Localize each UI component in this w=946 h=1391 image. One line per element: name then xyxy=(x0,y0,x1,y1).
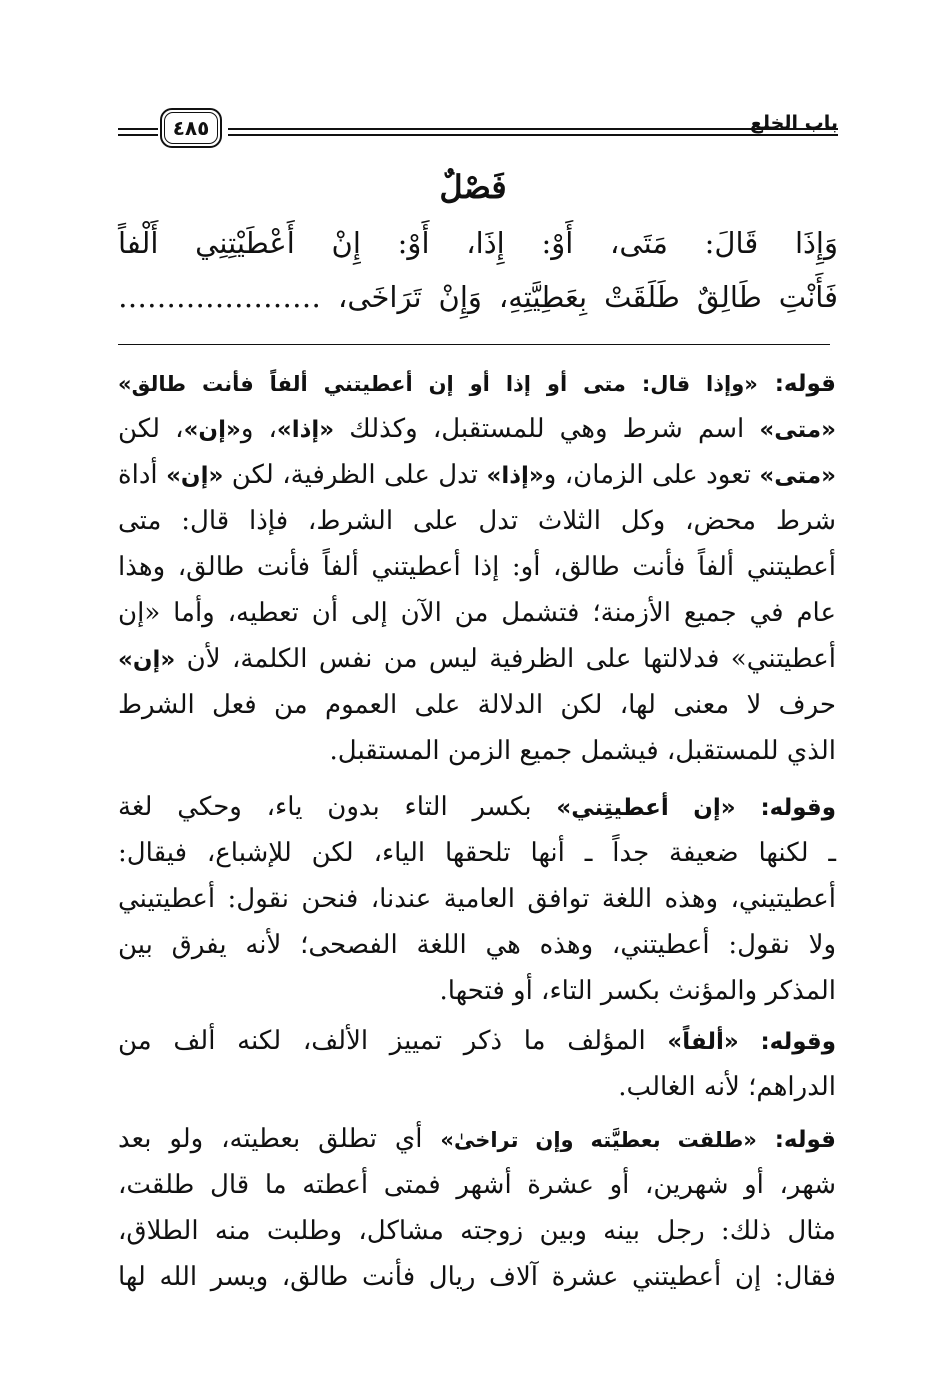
quoted-matn: «وإذا قال: متى أو إذا أو إن أعطيتني ألفاً فأنت طالق» xyxy=(118,372,758,396)
text-line: ـ لكنها ضعيفة جداً ـ أنها تلحقها الياء، لكن للإشباع، فيقال: xyxy=(118,838,836,868)
quote-label: قوله: xyxy=(774,371,836,397)
quoted-matn: «ألفاً» xyxy=(667,1029,739,1055)
text-run: اسم شرط وهي للمستقبل، وكذلك xyxy=(349,414,745,444)
quoted-matn: «طلقت بعطيَّته وإن تراخىٰ» xyxy=(440,1128,757,1152)
text-line: شهر، أو شهرين، أو عشرة أشهر فمتى أعطته ما قال طلقت، xyxy=(118,1170,836,1200)
text-line: شرط محض، وكل الثلاث تدل على الشرط، فإذا قال: متى xyxy=(118,506,836,536)
header-rule-right-top xyxy=(228,128,838,130)
text-line: حرف لا معنى لها، لكن الدلالة على العموم من فعل الشرط xyxy=(118,690,836,720)
text-line: مثال ذلك: رجل بينه وبين زوجته مشاكل، وطلبت منه الطلاق، xyxy=(118,1216,836,1246)
chapter-title: باب الخلع xyxy=(749,112,838,134)
quote-label: وقوله: xyxy=(760,1029,837,1055)
text-run: أي تطلق بعطيته، ولو بعد xyxy=(118,1124,423,1154)
text-line xyxy=(118,1116,836,1162)
text-run: تدل على الظرفية، لكن xyxy=(231,460,479,490)
bold-term: «متى» xyxy=(759,417,837,443)
text-line xyxy=(118,452,836,498)
page-number-box xyxy=(160,108,222,148)
text-run: ، و xyxy=(240,414,277,444)
matn-line-2-text: فَأَنْتِ طَالِقٌ طَلَقَتْ بِعَطِيَّتِهِ، وَإِنْ تَرَاخَى، xyxy=(337,280,839,314)
header-rule-left-top xyxy=(118,128,158,130)
matn-line-2 xyxy=(118,280,838,314)
text-run: المؤلف ما ذكر تمييز الألف، لكنه ألف من xyxy=(118,1026,646,1056)
text-run: ، لكن xyxy=(118,414,184,444)
bold-term: «إن» xyxy=(118,647,176,673)
text-line xyxy=(118,1018,836,1064)
commentary-paragraph-3 xyxy=(118,1018,836,1110)
text-line: ولا نقول: أعطيتني، وهذه هي اللغة الفصحى؛ لأنه يفرق بين xyxy=(118,930,836,960)
matn-divider xyxy=(118,344,830,345)
text-line: الذي للمستقبل، فيشمل جميع الزمن المستقبل. xyxy=(329,736,836,766)
page-header xyxy=(118,108,838,158)
text-run: بكسر التاء بدون ياء، وحكي لغة xyxy=(118,792,532,822)
text-line: أعطيتني ألفاً فأنت طالق، أو: إذا أعطيتني ألفاً فأنت طالق، وهذا xyxy=(118,552,836,582)
section-title: فَصْلٌ xyxy=(439,168,507,206)
quote-label: قوله: xyxy=(774,1127,836,1153)
header-rule-left-bottom xyxy=(118,134,158,136)
text-line: عام في جميع الأزمنة؛ فتشمل من الآن إلى أن تعطيه، وأما «إن xyxy=(118,598,836,628)
text-line: الدراهم؛ لأنه الغالب. xyxy=(618,1072,836,1102)
commentary-paragraph-2 xyxy=(118,784,836,1014)
quote-label: وقوله: xyxy=(760,795,836,821)
text-line xyxy=(118,406,836,452)
page-number: ٤٨٥ xyxy=(172,116,210,140)
bold-term: «إذا» xyxy=(276,417,335,443)
matn-line-1: وَإِذَا قَالَ: مَتَى، أَوْ: إِذَا، أَوْ: إِنْ أَعْطَيْتِنِي أَلْفاً xyxy=(118,226,838,260)
text-run: تعود على الزمان، و xyxy=(543,460,751,490)
text-line xyxy=(118,360,836,406)
text-run: أعطيتني» فدلالتها على الظرفية ليس من نفس الكلمة، لأن xyxy=(186,644,836,674)
text-line: المذكر والمؤنث بكسر التاء، أو فتحها. xyxy=(439,976,836,1006)
header-rule-right-bottom xyxy=(228,134,838,136)
matn-line-2-dots: ………………… xyxy=(118,280,321,314)
text-line xyxy=(118,784,836,830)
text-line: فقال: إن أعطيتني عشرة آلاف ريال فأنت طالق، ويسر الله لها xyxy=(118,1262,836,1292)
quoted-matn: «إن أعطيتِني» xyxy=(556,795,736,821)
text-run: أداة xyxy=(118,460,158,490)
bold-term: «متى» xyxy=(759,463,837,489)
text-line: أعطيتيني، وهذه اللغة توافق العامية عندنا، فنحن نقول: أعطيتيني xyxy=(118,884,836,914)
bold-term: «إن» xyxy=(166,463,224,489)
commentary-paragraph-1 xyxy=(118,360,836,774)
bold-term: «إذا» xyxy=(486,463,544,489)
commentary-paragraph-4 xyxy=(118,1116,836,1300)
text-line xyxy=(118,636,836,682)
bold-term: «إن» xyxy=(183,417,241,443)
